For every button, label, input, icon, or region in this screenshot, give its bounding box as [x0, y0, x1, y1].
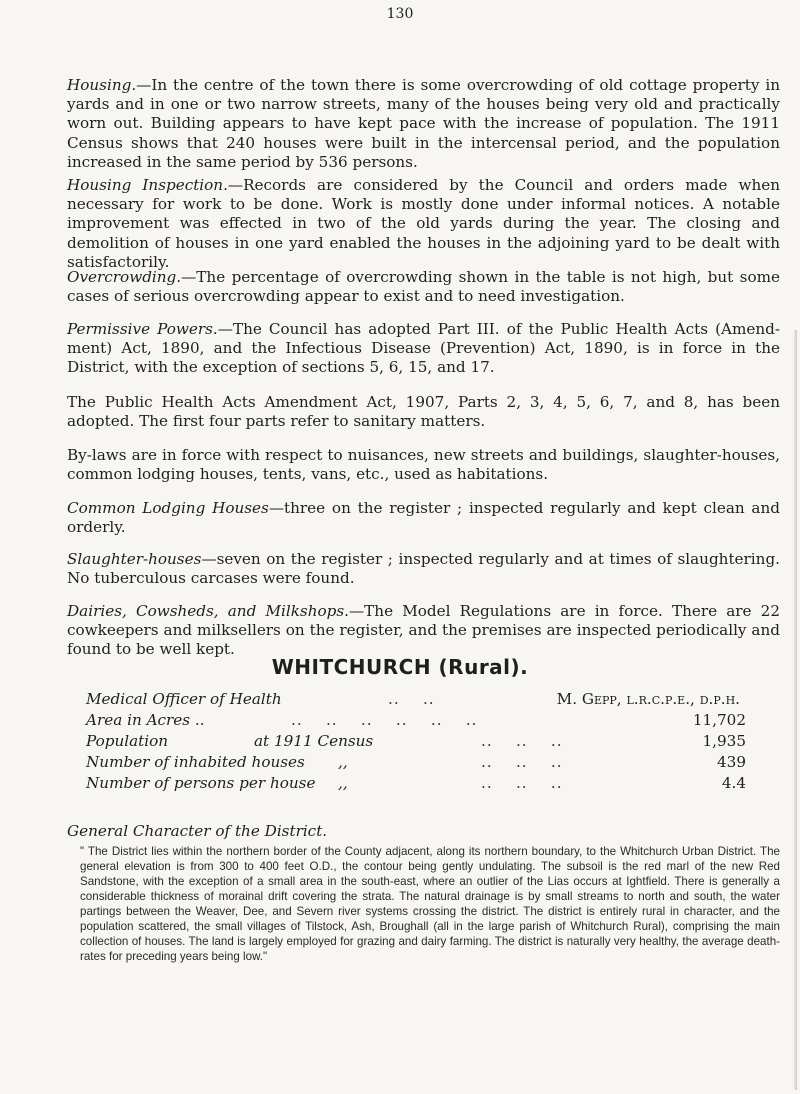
- paragraph-text: By-laws are in force with respect to nuisances, new streets and buildings, slaughter-houses, common lodging houses, tents, vans, etc., used as habitations.: [67, 446, 780, 484]
- dot-leader: .. .. ..: [481, 732, 563, 750]
- paragraph-slaughter-houses: [67, 550, 780, 588]
- paragraph-common-lodging: [67, 499, 780, 537]
- paragraph-overcrowding: [67, 268, 780, 306]
- stat-label: Medical Officer of Health: [86, 690, 282, 708]
- stat-label: Area in Acres ..: [86, 711, 205, 729]
- paragraph-dairies: [67, 602, 780, 660]
- paragraph-heading: Housing Inspection.: [67, 176, 228, 194]
- paragraph-housing: [67, 76, 780, 172]
- paragraph-text: —The percentage of overcrowding shown in the table is not high, but some cases of serious overcrowding appear to exist and to need investigation.: [67, 268, 780, 306]
- paragraph-heading: Housing.: [67, 76, 137, 94]
- stat-note: at 1911 Census: [254, 732, 374, 750]
- page-number: 130: [386, 6, 414, 22]
- stat-value: 4.4: [721, 774, 746, 792]
- stat-row-medical-officer: [86, 690, 746, 710]
- paragraph-by-laws: [67, 446, 780, 484]
- paragraph-text: The Public Health Acts Amendment Act, 1907, Parts 2, 3, 4, 5, 6, 7, and 8, has been adopted. The first four parts refer to sanitary matters.: [67, 393, 780, 431]
- stat-row-population: [86, 732, 746, 752]
- paragraph-text: —In the centre of the town there is some overcrowding of old cottage property in yards and in one or two narrow streets, many of the houses being very old and practically worn out. Building appears to have kept pace with the increase of population. The 1911 Census shows that 240 houses were built in the intercensal period, and the population increased in the same period by 536 persons.: [67, 76, 780, 171]
- paragraph-heading: Permissive Powers.: [67, 320, 218, 338]
- paragraph-text: —three on the register ; inspected regularly and kept clean and orderly.: [67, 499, 780, 537]
- paragraph-text: —seven on the register ; inspected regularly and at times of slaughtering. No tuberculous carcases were found.: [67, 550, 780, 588]
- dot-leader: .. .. ..: [481, 774, 563, 792]
- district-title: WHITCHURCH (Rural).: [271, 655, 529, 679]
- paragraph-text: —The Council has adopted Part III. of the Public Health Acts (Amendment) Act, 1890, and the Infectious Disease (Prevention) Act, 1890, is in force in the District, with the exception of sections 5, 6, 15, and 17.: [67, 320, 780, 377]
- stat-value: 1,935: [702, 732, 746, 750]
- medical-officer-name: M. Gepp, l.r.c.p.e., d.p.h.: [556, 690, 740, 708]
- general-character-heading: General Character of the District.: [67, 822, 328, 840]
- paragraph-text: —Records are considered by the Council and orders made when necessary for work to be done. Work is mostly done under informal notices. A notable improvement was effected in two of the old yards during the year. The closing and demolition of houses in one yard enabled the houses in the adjoining yard to be dealt with satisfactorily.: [67, 176, 780, 271]
- page-edge-shadow: [793, 330, 797, 1090]
- paragraph-heading: Overcrowding.: [67, 268, 182, 286]
- stat-label: Number of inhabited houses: [86, 753, 305, 771]
- dot-leader: .. ..: [388, 690, 435, 708]
- paragraph-heading: Slaughter-houses: [67, 550, 202, 568]
- stat-row-persons: [86, 774, 746, 794]
- paragraph-housing-inspection: [67, 176, 780, 272]
- stat-note: ,,: [338, 753, 348, 771]
- dot-leader: .. .. ..: [481, 753, 563, 771]
- stat-label: Number of persons per house: [86, 774, 316, 792]
- paragraph-permissive-powers: [67, 320, 780, 378]
- paragraph-text: —The Model Regulations are in force. There are 22 cowkeepers and milksellers on the register, and the premises are inspected periodically and found to be well kept.: [67, 602, 780, 659]
- dot-leader: .. .. .. .. .. ..: [291, 711, 478, 729]
- stat-label: Population: [86, 732, 169, 750]
- paragraph-amendment-act: [67, 393, 780, 431]
- paragraph-heading: Dairies, Cowsheds, and Milkshops.: [67, 602, 349, 620]
- stat-value: 439: [717, 753, 746, 771]
- stat-row-area: [86, 711, 746, 731]
- paragraph-heading: Common Lodging Houses: [67, 499, 269, 517]
- general-character-text: " The District lies within the northern border of the County adjacent, along its northern boundary, to the Whitchurch Urban District. The general elevation is from 300 to 400 feet O.D., the contour being gently undulating. The subsoil is the red marl of the new Red Sandstone, with the exception of a small area in the south-east, where an outlier of the Lias occurs at Ightfield. There is generally a considerable thickness of morainal drift covering the strata. The natural drainage is by small streams to north and south, the water partings between the Weaver, Dee, and Severn river systems crossing the district. The district is entirely rural in character, and the population scattered, the small villages of Tilstock, Ash, Broughall (all in the large parish of Whitchurch Rural), comprising the main collection of houses. The land is largely employed for grazing and dairy farming. The district is naturally very healthy, the average death-rates for preceding years being low.": [80, 845, 780, 963]
- stat-value: 11,702: [692, 711, 746, 729]
- stat-row-houses: [86, 753, 746, 773]
- stat-note: ,,: [338, 774, 348, 792]
